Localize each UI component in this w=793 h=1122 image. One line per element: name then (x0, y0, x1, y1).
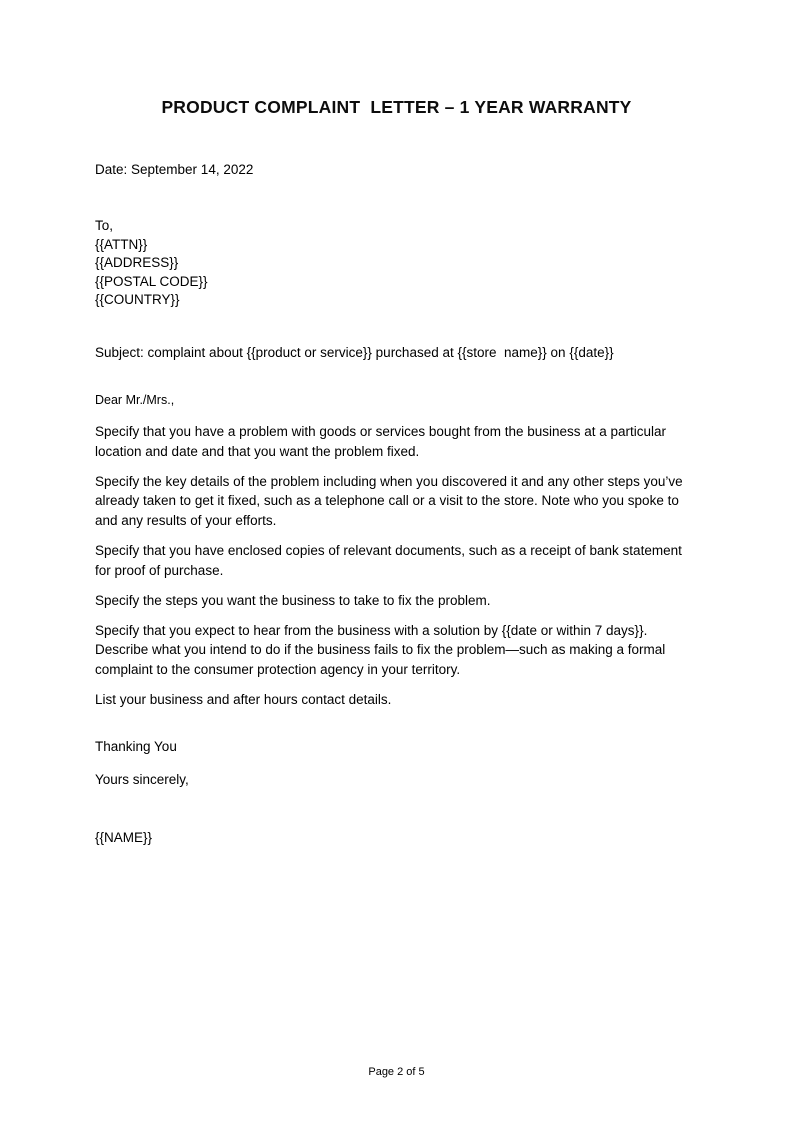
recipient-block (95, 217, 698, 310)
body-paragraph: Specify that you have a problem with goods or services bought from the business at a particular location and date and that you want the problem fixed. (95, 423, 667, 459)
body-paragraph: Specify the key details of the problem including when you discovered it and any other steps you’ve already taken to get it fixed, such as a telephone call or a visit to the store. Note who you spoke to and any results of your efforts. (95, 473, 683, 528)
recipient-attn-placeholder: {{ATTN}} (95, 236, 148, 252)
letter-title: PRODUCT COMPLAINT LETTER – 1 YEAR WARRANTY (161, 97, 632, 117)
letter-body (95, 422, 698, 710)
closing-valediction: Yours sincerely, (95, 771, 189, 787)
body-paragraph: List your business and after hours contact details. (95, 692, 392, 707)
salutation: Dear Mr./Mrs., (95, 392, 175, 407)
letter-date: Date: September 14, 2022 (95, 162, 254, 177)
closing-thanks: Thanking You (95, 738, 177, 754)
recipient-country-placeholder: {{COUNTRY}} (95, 292, 180, 308)
subject-line: Subject: complaint about {{product or service}} purchased at {{store name}} on {{date}} (95, 344, 614, 360)
recipient-address-placeholder: {{ADDRESS}} (95, 255, 179, 271)
body-paragraph: Specify the steps you want the business to take to fix the problem. (95, 592, 491, 608)
page-number-footer: Page 2 of 5 (368, 1066, 425, 1078)
closing-block (95, 739, 698, 845)
body-paragraph: Specify that you have enclosed copies of relevant documents, such as a receipt of bank statement for proof of purchase. (95, 542, 682, 578)
recipient-to-label: To, (95, 218, 114, 233)
signature-name-placeholder: {{NAME}} (95, 829, 153, 845)
body-paragraph: Specify that you expect to hear from the business with a solution by {{date or within 7 days}}. Describe what you intend to do if the business fails to fix the problem—such as making a formal complaint to the consumer protection agency in your territory. (95, 622, 666, 677)
recipient-postal-code-placeholder: {{POSTAL CODE}} (95, 273, 208, 289)
